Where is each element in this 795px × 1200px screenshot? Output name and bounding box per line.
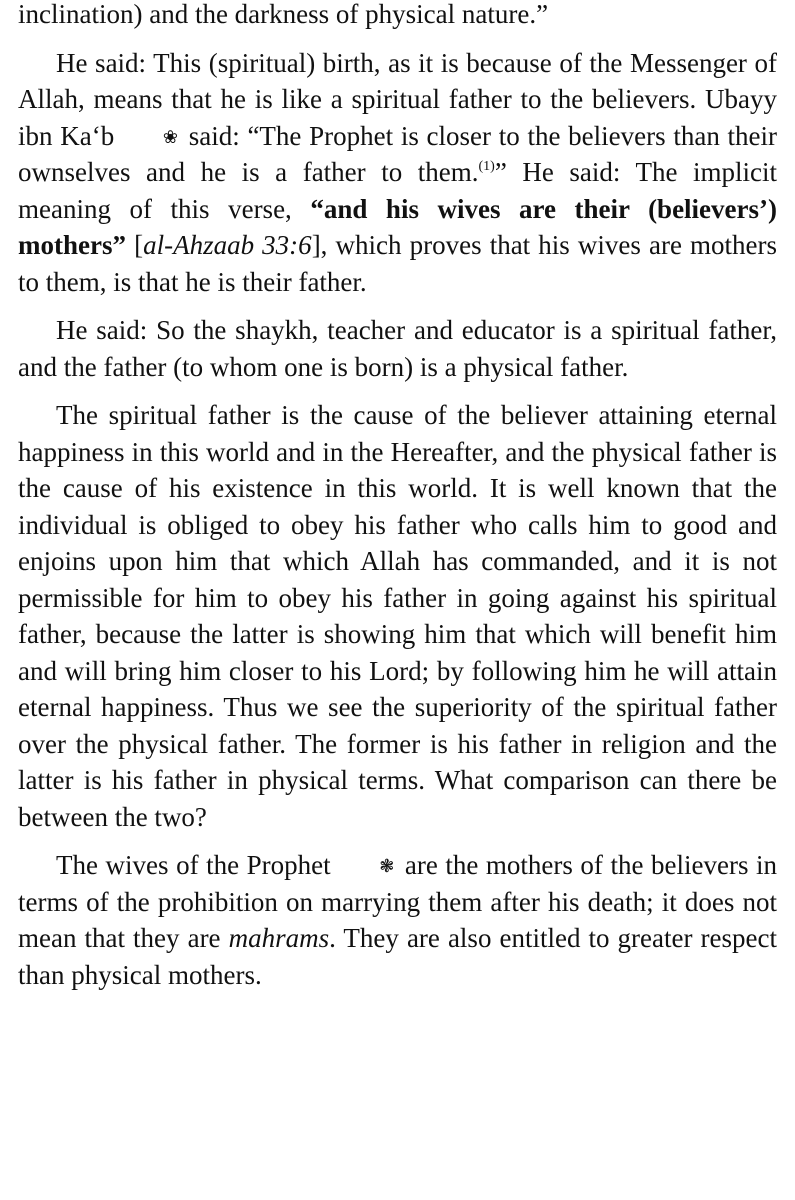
paragraph-text: The wives of the Prophet: [56, 850, 331, 880]
paragraph-text: said: “The Prophet is closer to the believers than their ownselves and he is a father to them.: [18, 120, 778, 187]
paragraph-text: ], which proves that his wives are mothers to them, is that he is their father.: [18, 230, 778, 297]
document-page: [18, 0, 777, 993]
paragraph-spiritual-birth: [18, 45, 777, 301]
paragraph-text: He said: So the shaykh, teacher and educator is a spiritual father, and the father (to whom one is born) is a physical father.: [18, 315, 777, 382]
quranic-quote: “and his wives are their (believers’) mothers”: [18, 193, 778, 260]
paragraph-text: ” He said: The implicit meaning of this verse,: [18, 157, 777, 224]
quran-citation: al-Ahzaab 33:6: [143, 230, 312, 260]
radiyallahu-anhu-honorific-icon: ❀: [162, 126, 179, 147]
paragraph-wives-of-prophet: [18, 847, 777, 993]
footnote-reference: (1): [478, 159, 495, 174]
paragraph-text: The spiritual father is the cause of the believer attaining eternal happiness in this world and in the Hereafter, and the physical father is the cause of his existence in this world. It is well known that the individual is obliged to obey his father who calls him to good and enjoins upon him that which Allah has commanded, and it is not permissible for him to obey his father in going against his spiritual father, because the latter is showing him that which will benefit him and will bring him closer to his Lord; by following him he will attain eternal happiness. Thus we see the superiority of the spiritual father over the physical father. The former is his father in religion and the latter is his father in physical terms. What comparison can there be between the two?: [18, 400, 777, 832]
paragraph-text: He said: This (spiritual) birth, as it is because of the Messenger of Allah, means that he is like a spiritual father to the believers. Ubayy ibn Ka‘b: [18, 47, 777, 151]
paragraph-text: . They are also entitled to greater respect than physical mothers.: [18, 923, 777, 990]
citation-bracket: [: [134, 230, 144, 260]
italic-term: mahrams: [228, 923, 330, 953]
paragraph-spiritual-father: [18, 397, 777, 835]
paragraph-continuation: [18, 0, 777, 33]
continuation-text: inclination) and the darkness of physical nature.”: [18, 0, 549, 29]
sallallahu-alayhi-wasallam-honorific-icon: ❃: [379, 856, 395, 876]
paragraph-text: are the mothers of the believers in terms of the prohibition on marrying them after his death; it does not mean that they are: [18, 850, 778, 953]
paragraph-shaykh: [18, 312, 777, 385]
